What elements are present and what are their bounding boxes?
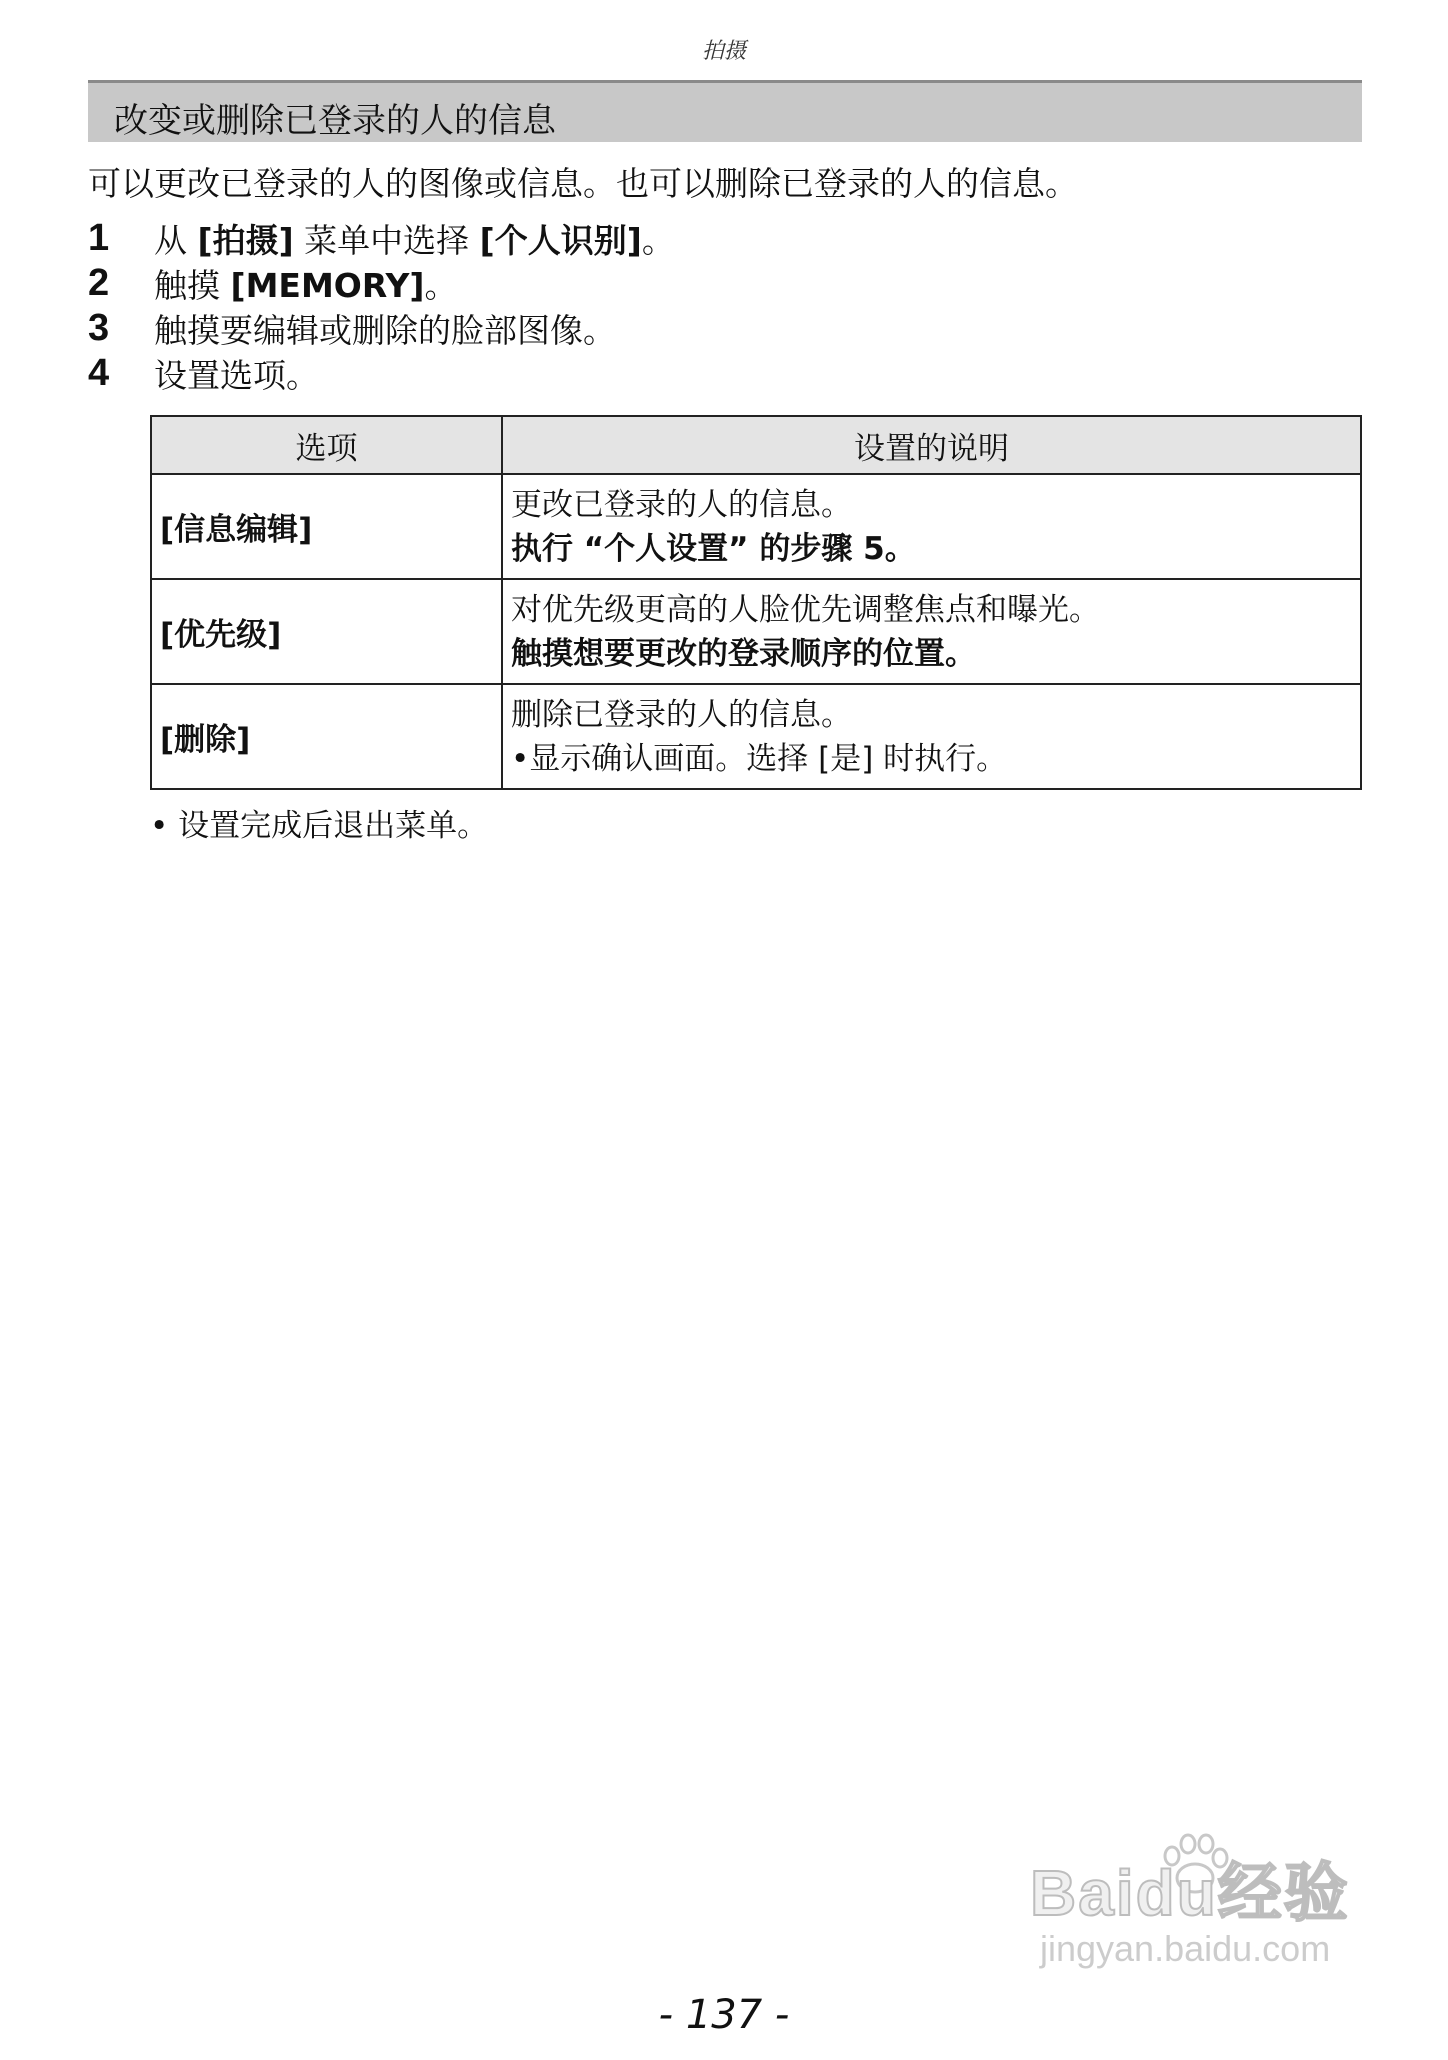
description-line: •显示确认画面。选择 [是] 时执行。 bbox=[511, 740, 1008, 777]
bullet-note: • 设置完成后退出菜单。 bbox=[150, 808, 489, 844]
step-3 bbox=[88, 306, 675, 351]
step-4 bbox=[88, 351, 675, 396]
table-row bbox=[151, 579, 1361, 684]
step-text-plain: 。 bbox=[641, 221, 675, 260]
description-line: 执行 “个人设置” 的步骤 5。 bbox=[511, 530, 916, 567]
description-line: 更改已登录的人的信息。 bbox=[511, 486, 852, 523]
step-number: 1 bbox=[88, 217, 110, 259]
option-name: [信息编辑] bbox=[151, 474, 502, 579]
section-title: 改变或删除已登录的人的信息 bbox=[114, 101, 556, 141]
description-line: 删除已登录的人的信息。 bbox=[511, 696, 852, 733]
column-header-description: 设置的说明 bbox=[502, 416, 1361, 474]
description-line: 对优先级更高的人脸优先调整焦点和曝光。 bbox=[511, 591, 1100, 628]
watermark-brand: Baidu经验 bbox=[1030, 1857, 1350, 1929]
option-description bbox=[502, 579, 1361, 684]
step-number: 4 bbox=[88, 352, 110, 394]
step-number: 3 bbox=[88, 307, 110, 349]
steps-list bbox=[88, 216, 675, 396]
table-row bbox=[151, 684, 1361, 789]
step-text-plain: 从 bbox=[154, 221, 198, 260]
menu-name: [拍摄] bbox=[197, 221, 294, 260]
step-text-plain: 触摸 bbox=[154, 266, 231, 305]
option-name: [删除] bbox=[151, 684, 502, 789]
step-text-plain: 菜单中选择 bbox=[293, 221, 480, 260]
step-number: 2 bbox=[88, 262, 110, 304]
step-1 bbox=[88, 216, 675, 261]
description-line: 触摸想要更改的登录顺序的位置。 bbox=[511, 635, 976, 672]
table-row bbox=[151, 474, 1361, 579]
button-name: [MEMORY] bbox=[230, 266, 425, 305]
option-description bbox=[502, 684, 1361, 789]
option-name: [优先级] bbox=[151, 579, 502, 684]
step-2 bbox=[88, 261, 675, 306]
menu-item-name: [个人识别] bbox=[479, 221, 642, 260]
baidu-watermark bbox=[1030, 1830, 1370, 1970]
step-text-plain: 。 bbox=[424, 266, 458, 305]
option-description bbox=[502, 474, 1361, 579]
running-header: 拍摄 bbox=[701, 39, 746, 64]
section-header-bar bbox=[88, 80, 1362, 142]
page-number: - 137 - bbox=[658, 1992, 790, 2038]
step-text bbox=[154, 215, 675, 262]
table-header-row bbox=[151, 416, 1361, 474]
step-text: 触摸要编辑或删除的脸部图像。 bbox=[154, 311, 616, 350]
options-table bbox=[150, 415, 1362, 790]
watermark-url: jingyan.baidu.com bbox=[1040, 1928, 1331, 1969]
intro-paragraph: 可以更改已登录的人的图像或信息。也可以删除已登录的人的信息。 bbox=[88, 164, 1078, 203]
step-text bbox=[154, 260, 457, 307]
step-text: 设置选项。 bbox=[154, 356, 319, 395]
column-header-option: 选项 bbox=[151, 416, 502, 474]
